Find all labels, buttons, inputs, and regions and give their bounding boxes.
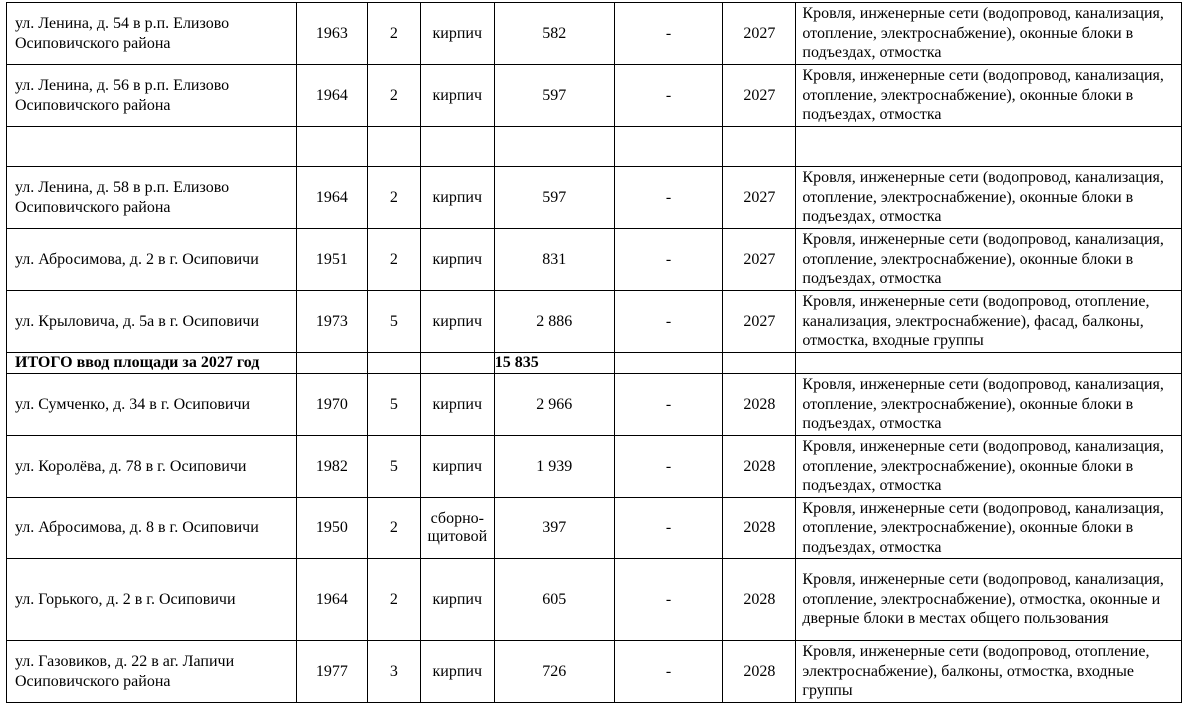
plan-year-cell: 2028 (723, 498, 796, 559)
blank-cell (420, 127, 494, 167)
blank-cell (614, 127, 723, 167)
plan-year-cell: 2027 (723, 229, 796, 291)
area-cell: 605 (494, 559, 614, 641)
table-row (7, 374, 1182, 436)
blank-cell (7, 127, 297, 167)
plan-year-cell: 2028 (723, 559, 796, 641)
build-year-cell: 1982 (296, 436, 367, 498)
material-cell: кирпич (420, 291, 494, 353)
table-row (7, 641, 1182, 703)
empty-cell (296, 353, 367, 374)
material-cell: кирпич (420, 559, 494, 641)
total-area: 15 835 (494, 353, 614, 374)
empty-cell (796, 353, 1182, 374)
material-cell: кирпич (420, 641, 494, 703)
plan-year-cell: 2027 (723, 65, 796, 127)
address-cell: ул. Газовиков, д. 22 в аг. Лапичи Осиповичского района (7, 641, 297, 703)
address-cell: ул. Ленина, д. 58 в р.п. Елизово Осиповичского района (7, 167, 297, 229)
area-cell: 726 (494, 641, 614, 703)
blank-cell (367, 127, 420, 167)
dash-cell: - (614, 65, 723, 127)
table-row (7, 65, 1182, 127)
build-year-cell: 1973 (296, 291, 367, 353)
table-row (7, 167, 1182, 229)
blank-row (7, 127, 1182, 167)
blank-cell (494, 127, 614, 167)
empty-cell (420, 353, 494, 374)
plan-year-cell: 2027 (723, 3, 796, 65)
dash-cell: - (614, 559, 723, 641)
table-row (7, 436, 1182, 498)
works-cell: Кровля, инженерные сети (водопровод, канализация, отопление, электроснабжение), отмостка, оконные и дверные блоки в местах общего пользования (796, 559, 1182, 641)
table-row (7, 498, 1182, 559)
area-cell: 397 (494, 498, 614, 559)
material-cell: кирпич (420, 3, 494, 65)
works-cell: Кровля, инженерные сети (водопровод, канализация, отопление, электроснабжение), оконные блоки в подъездах, отмостка (796, 65, 1182, 127)
material-cell: кирпич (420, 374, 494, 436)
material-cell: кирпич (420, 229, 494, 291)
area-cell: 1 939 (494, 436, 614, 498)
works-cell: Кровля, инженерные сети (водопровод, канализация, отопление, электроснабжение), оконные блоки в подъездах, отмостка (796, 374, 1182, 436)
works-cell: Кровля, инженерные сети (водопровод, канализация, отопление, электроснабжение), оконные блоки в подъездах, отмостка (796, 229, 1182, 291)
dash-cell: - (614, 374, 723, 436)
dash-cell: - (614, 291, 723, 353)
floors-cell: 2 (367, 559, 420, 641)
works-cell: Кровля, инженерные сети (водопровод, канализация, отопление, электроснабжение), оконные блоки в подъездах, отмостка (796, 436, 1182, 498)
build-year-cell: 1951 (296, 229, 367, 291)
plan-year-cell: 2028 (723, 641, 796, 703)
blank-cell (796, 127, 1182, 167)
floors-cell: 5 (367, 374, 420, 436)
empty-cell (723, 353, 796, 374)
area-cell: 597 (494, 65, 614, 127)
area-cell: 597 (494, 167, 614, 229)
address-cell: ул. Крыловича, д. 5а в г. Осиповичи (7, 291, 297, 353)
address-cell: ул. Абросимова, д. 8 в г. Осиповичи (7, 498, 297, 559)
build-year-cell: 1970 (296, 374, 367, 436)
plan-year-cell: 2028 (723, 374, 796, 436)
dash-cell: - (614, 498, 723, 559)
build-year-cell: 1964 (296, 167, 367, 229)
address-cell: ул. Ленина, д. 54 в р.п. Елизово Осиповичского района (7, 3, 297, 65)
dash-cell: - (614, 436, 723, 498)
plan-year-cell: 2028 (723, 436, 796, 498)
dash-cell: - (614, 229, 723, 291)
table-row (7, 291, 1182, 353)
plan-year-cell: 2027 (723, 291, 796, 353)
floors-cell: 2 (367, 229, 420, 291)
address-cell: ул. Абросимова, д. 2 в г. Осиповичи (7, 229, 297, 291)
material-cell: сборно-щитовой (420, 498, 494, 559)
works-cell: Кровля, инженерные сети (водопровод, канализация, отопление, электроснабжение), оконные блоки в подъездах, отмостка (796, 167, 1182, 229)
address-cell: ул. Королёва, д. 78 в г. Осиповичи (7, 436, 297, 498)
material-cell: кирпич (420, 167, 494, 229)
material-cell: кирпич (420, 65, 494, 127)
address-cell: ул. Ленина, д. 56 в р.п. Елизово Осиповичского района (7, 65, 297, 127)
total-row (7, 353, 1182, 374)
works-cell: Кровля, инженерные сети (водопровод, канализация, отопление, электроснабжение), оконные блоки в подъездах, отмостка (796, 3, 1182, 65)
works-cell: Кровля, инженерные сети (водопровод, отопление, электроснабжение), балконы, отмостка, входные группы (796, 641, 1182, 703)
table-row (7, 559, 1182, 641)
floors-cell: 3 (367, 641, 420, 703)
floors-cell: 2 (367, 65, 420, 127)
empty-cell (367, 353, 420, 374)
floors-cell: 5 (367, 291, 420, 353)
build-year-cell: 1950 (296, 498, 367, 559)
build-year-cell: 1964 (296, 65, 367, 127)
floors-cell: 2 (367, 167, 420, 229)
area-cell: 2 966 (494, 374, 614, 436)
address-cell: ул. Сумченко, д. 34 в г. Осиповичи (7, 374, 297, 436)
build-year-cell: 1964 (296, 559, 367, 641)
area-cell: 2 886 (494, 291, 614, 353)
address-cell: ул. Горького, д. 2 в г. Осиповичи (7, 559, 297, 641)
works-cell: Кровля, инженерные сети (водопровод, канализация, отопление, электроснабжение), оконные блоки в подъездах, отмостка (796, 498, 1182, 559)
housing-repair-table (6, 2, 1182, 703)
floors-cell: 2 (367, 3, 420, 65)
dash-cell: - (614, 3, 723, 65)
build-year-cell: 1963 (296, 3, 367, 65)
material-cell: кирпич (420, 436, 494, 498)
floors-cell: 5 (367, 436, 420, 498)
dash-cell: - (614, 641, 723, 703)
empty-cell (614, 353, 723, 374)
table-row (7, 229, 1182, 291)
blank-cell (296, 127, 367, 167)
works-cell: Кровля, инженерные сети (водопровод, отопление, канализация, электроснабжение), фасад, балконы, отмостка, входные группы (796, 291, 1182, 353)
dash-cell: - (614, 167, 723, 229)
floors-cell: 2 (367, 498, 420, 559)
build-year-cell: 1977 (296, 641, 367, 703)
total-label: ИТОГО ввод площади за 2027 год (7, 353, 297, 374)
plan-year-cell: 2027 (723, 167, 796, 229)
blank-cell (723, 127, 796, 167)
area-cell: 582 (494, 3, 614, 65)
area-cell: 831 (494, 229, 614, 291)
table-row (7, 3, 1182, 65)
